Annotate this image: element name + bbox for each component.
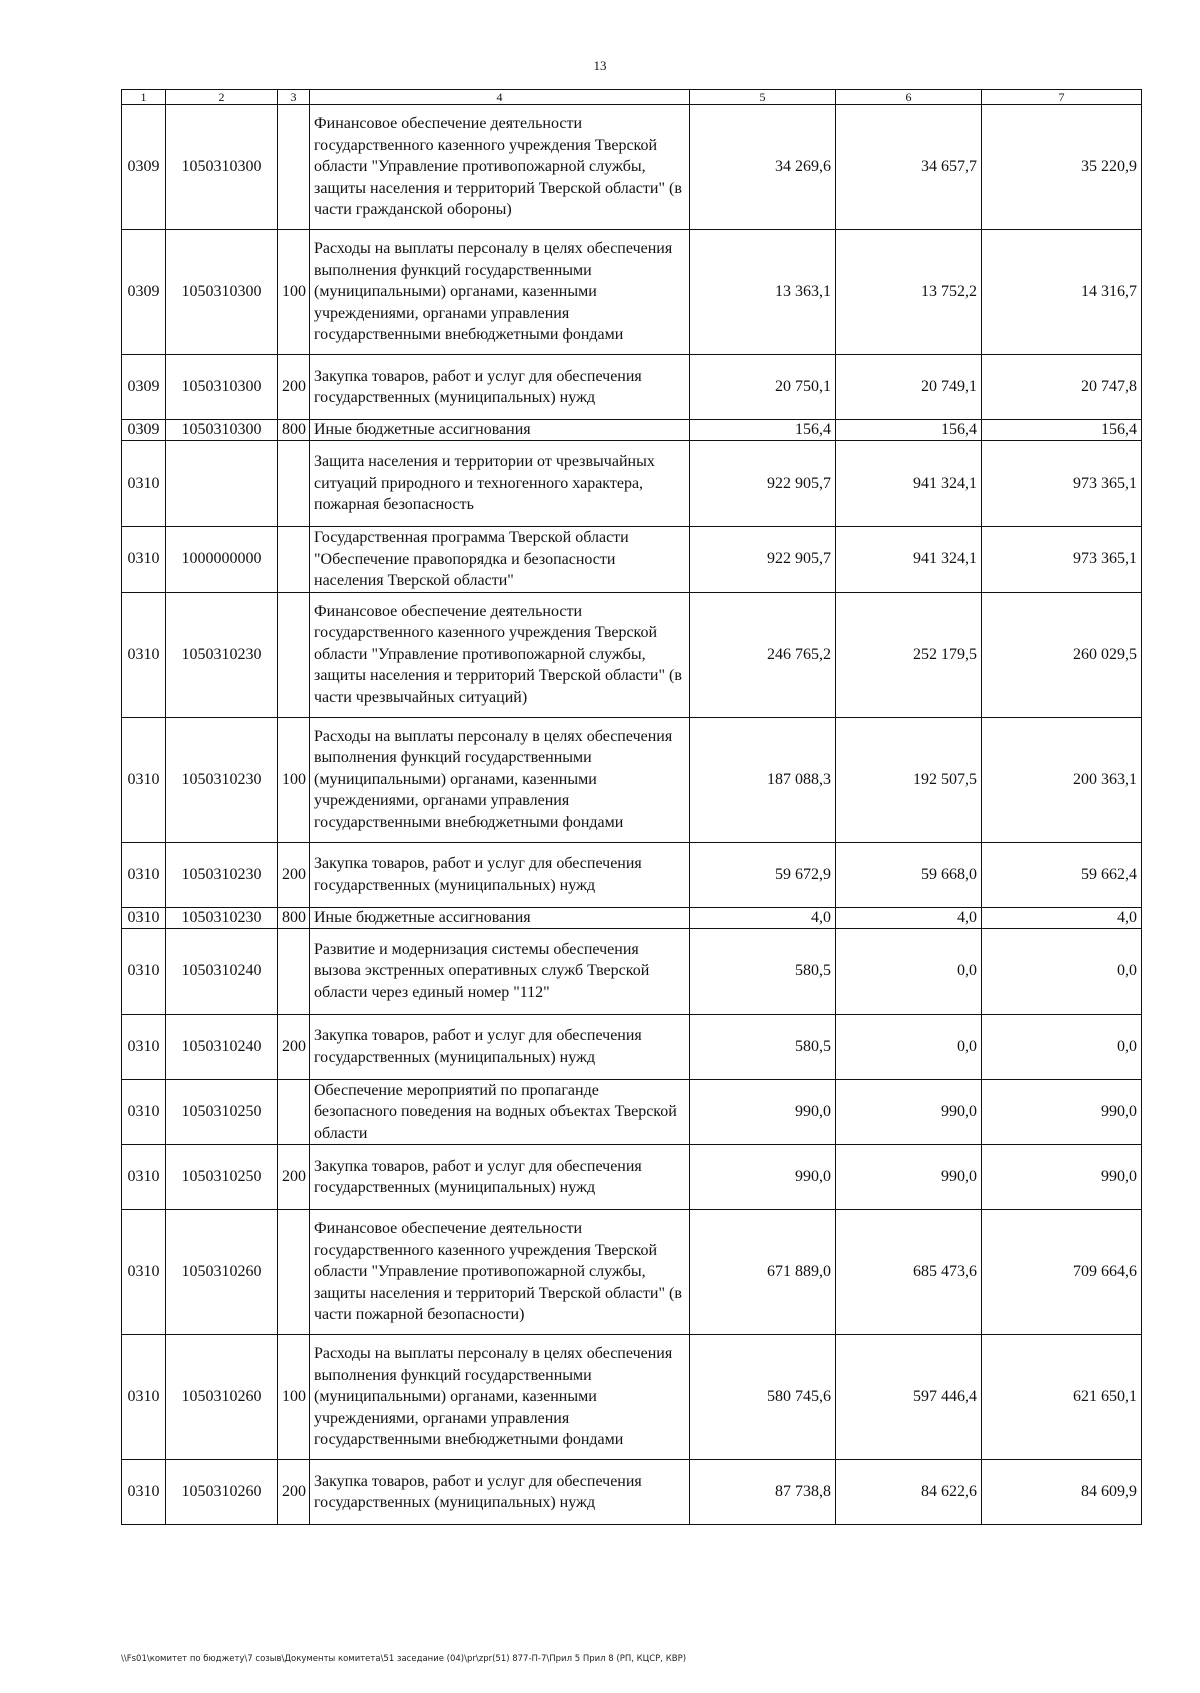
name-cell: Расходы на выплаты персоналу в целях обеспечения выполнения функций государственными (муниципальными) органами, казенными учреждениями, органами управления государственными внебюджетными фондами — [310, 717, 690, 842]
vr-cell: 100 — [278, 717, 310, 842]
csr-cell: 1050310250 — [166, 1079, 278, 1145]
header-row — [122, 90, 1142, 105]
razdel-cell: 0310 — [122, 441, 166, 527]
value-year2-cell: 4,0 — [836, 907, 982, 928]
value-year1-cell: 580,5 — [690, 1014, 836, 1079]
csr-cell: 1050310260 — [166, 1460, 278, 1525]
value-year1-cell: 922 905,7 — [690, 441, 836, 527]
value-year2-cell: 941 324,1 — [836, 441, 982, 527]
csr-cell: 1050310300 — [166, 355, 278, 420]
vr-cell: 200 — [278, 1014, 310, 1079]
value-year3-cell: 84 609,9 — [982, 1460, 1142, 1525]
table-row — [122, 907, 1142, 928]
razdel-cell: 0309 — [122, 230, 166, 355]
razdel-cell: 0309 — [122, 355, 166, 420]
value-year2-cell: 252 179,5 — [836, 592, 982, 717]
name-cell: Закупка товаров, работ и услуг для обеспечения государственных (муниципальных) нужд — [310, 1014, 690, 1079]
table-row — [122, 230, 1142, 355]
page-number: 13 — [593, 58, 607, 73]
razdel-cell: 0310 — [122, 527, 166, 593]
value-year2-cell: 990,0 — [836, 1079, 982, 1145]
value-year1-cell: 59 672,9 — [690, 842, 836, 907]
value-year3-cell: 20 747,8 — [982, 355, 1142, 420]
value-year2-cell: 941 324,1 — [836, 527, 982, 593]
table-row — [122, 527, 1142, 593]
vr-cell — [278, 105, 310, 230]
razdel-cell: 0310 — [122, 842, 166, 907]
csr-cell: 1050310230 — [166, 592, 278, 717]
value-year2-cell: 13 752,2 — [836, 230, 982, 355]
razdel-cell: 0310 — [122, 907, 166, 928]
value-year1-cell: 156,4 — [690, 420, 836, 441]
value-year2-cell: 84 622,6 — [836, 1460, 982, 1525]
csr-cell: 1050310300 — [166, 230, 278, 355]
name-cell: Защита населения и территории от чрезвычайных ситуаций природного и техногенного характера, пожарная безопасность — [310, 441, 690, 527]
table-row — [122, 717, 1142, 842]
csr-cell: 1050310260 — [166, 1210, 278, 1335]
header-cell: 5 — [690, 90, 836, 105]
value-year2-cell: 20 749,1 — [836, 355, 982, 420]
table-row — [122, 1079, 1142, 1145]
razdel-cell: 0310 — [122, 1145, 166, 1210]
value-year1-cell: 580,5 — [690, 928, 836, 1014]
vr-cell: 200 — [278, 1460, 310, 1525]
value-year1-cell: 20 750,1 — [690, 355, 836, 420]
file-path-footer: \\Fs01\комитет по бюджету\7 созыв\Документы комитета\51 заседание (04)\pr\zpr(51) 877-П-7\Прил 5 Прил 8 (РП, КЦСР, КВР) — [121, 1654, 687, 1664]
header-cell: 6 — [836, 90, 982, 105]
table-row — [122, 1460, 1142, 1525]
value-year1-cell: 34 269,6 — [690, 105, 836, 230]
razdel-cell: 0309 — [122, 420, 166, 441]
value-year3-cell: 59 662,4 — [982, 842, 1142, 907]
name-cell: Расходы на выплаты персоналу в целях обеспечения выполнения функций государственными (муниципальными) органами, казенными учреждениями, органами управления государственными внебюджетными фондами — [310, 230, 690, 355]
name-cell: Иные бюджетные ассигнования — [310, 420, 690, 441]
table-row — [122, 1145, 1142, 1210]
value-year2-cell: 192 507,5 — [836, 717, 982, 842]
table-row — [122, 441, 1142, 527]
value-year1-cell: 13 363,1 — [690, 230, 836, 355]
razdel-cell: 0310 — [122, 592, 166, 717]
razdel-cell: 0310 — [122, 928, 166, 1014]
value-year3-cell: 990,0 — [982, 1145, 1142, 1210]
value-year3-cell: 990,0 — [982, 1079, 1142, 1145]
razdel-cell: 0310 — [122, 717, 166, 842]
header-cell: 1 — [122, 90, 166, 105]
name-cell: Закупка товаров, работ и услуг для обеспечения государственных (муниципальных) нужд — [310, 842, 690, 907]
vr-cell: 200 — [278, 842, 310, 907]
value-year1-cell: 246 765,2 — [690, 592, 836, 717]
razdel-cell: 0310 — [122, 1014, 166, 1079]
header-cell: 4 — [310, 90, 690, 105]
value-year2-cell: 34 657,7 — [836, 105, 982, 230]
vr-cell: 200 — [278, 355, 310, 420]
razdel-cell: 0309 — [122, 105, 166, 230]
razdel-cell: 0310 — [122, 1460, 166, 1525]
table-row — [122, 592, 1142, 717]
value-year1-cell: 187 088,3 — [690, 717, 836, 842]
csr-cell: 1050310300 — [166, 420, 278, 441]
vr-cell — [278, 527, 310, 593]
vr-cell: 800 — [278, 907, 310, 928]
value-year3-cell: 973 365,1 — [982, 527, 1142, 593]
value-year2-cell: 0,0 — [836, 1014, 982, 1079]
value-year1-cell: 87 738,8 — [690, 1460, 836, 1525]
vr-cell — [278, 441, 310, 527]
vr-cell: 200 — [278, 1145, 310, 1210]
razdel-cell: 0310 — [122, 1335, 166, 1460]
value-year1-cell: 990,0 — [690, 1079, 836, 1145]
table-row — [122, 928, 1142, 1014]
value-year2-cell: 685 473,6 — [836, 1210, 982, 1335]
name-cell: Закупка товаров, работ и услуг для обеспечения государственных (муниципальных) нужд — [310, 1145, 690, 1210]
vr-cell: 100 — [278, 1335, 310, 1460]
value-year3-cell: 35 220,9 — [982, 105, 1142, 230]
header-cell: 3 — [278, 90, 310, 105]
value-year3-cell: 621 650,1 — [982, 1335, 1142, 1460]
value-year1-cell: 671 889,0 — [690, 1210, 836, 1335]
razdel-cell: 0310 — [122, 1210, 166, 1335]
name-cell: Государственная программа Тверской области "Обеспечение правопорядка и безопасности населения Тверской области" — [310, 527, 690, 593]
vr-cell: 800 — [278, 420, 310, 441]
header-cell: 7 — [982, 90, 1142, 105]
name-cell: Закупка товаров, работ и услуг для обеспечения государственных (муниципальных) нужд — [310, 355, 690, 420]
table-row — [122, 105, 1142, 230]
table-row — [122, 420, 1142, 441]
name-cell: Расходы на выплаты персоналу в целях обеспечения выполнения функций государственными (муниципальными) органами, казенными учреждениями, органами управления государственными внебюджетными фондами — [310, 1335, 690, 1460]
vr-cell: 100 — [278, 230, 310, 355]
vr-cell — [278, 928, 310, 1014]
table-row — [122, 355, 1142, 420]
value-year3-cell: 14 316,7 — [982, 230, 1142, 355]
table-row — [122, 1335, 1142, 1460]
vr-cell — [278, 1210, 310, 1335]
table-row — [122, 1210, 1142, 1335]
value-year1-cell: 4,0 — [690, 907, 836, 928]
name-cell: Финансовое обеспечение деятельности государственного казенного учреждения Тверской области "Управление противопожарной службы, защиты населения и территорий Тверской области" (в части гражданской обороны) — [310, 105, 690, 230]
csr-cell: 1050310300 — [166, 105, 278, 230]
vr-cell — [278, 592, 310, 717]
name-cell: Финансовое обеспечение деятельности государственного казенного учреждения Тверской области "Управление противопожарной службы, защиты населения и территорий Тверской области" (в части чрезвычайных ситуаций) — [310, 592, 690, 717]
value-year3-cell: 973 365,1 — [982, 441, 1142, 527]
table-row — [122, 1014, 1142, 1079]
csr-cell: 1050310230 — [166, 907, 278, 928]
value-year3-cell: 260 029,5 — [982, 592, 1142, 717]
value-year3-cell: 709 664,6 — [982, 1210, 1142, 1335]
name-cell: Финансовое обеспечение деятельности государственного казенного учреждения Тверской области "Управление противопожарной службы, защиты населения и территорий Тверской области" (в части пожарной безопасности) — [310, 1210, 690, 1335]
name-cell: Обеспечение мероприятий по пропаганде безопасного поведения на водных объектах Тверской области — [310, 1079, 690, 1145]
value-year1-cell: 922 905,7 — [690, 527, 836, 593]
razdel-cell: 0310 — [122, 1079, 166, 1145]
vr-cell — [278, 1079, 310, 1145]
csr-cell — [166, 441, 278, 527]
value-year2-cell: 597 446,4 — [836, 1335, 982, 1460]
csr-cell: 1050310230 — [166, 717, 278, 842]
header-cell: 2 — [166, 90, 278, 105]
value-year2-cell: 59 668,0 — [836, 842, 982, 907]
value-year3-cell: 200 363,1 — [982, 717, 1142, 842]
csr-cell: 1050310240 — [166, 928, 278, 1014]
name-cell: Развитие и модернизация системы обеспечения вызова экстренных оперативных служб Тверской области через единый номер "112" — [310, 928, 690, 1014]
value-year2-cell: 990,0 — [836, 1145, 982, 1210]
csr-cell: 1050310260 — [166, 1335, 278, 1460]
name-cell: Иные бюджетные ассигнования — [310, 907, 690, 928]
csr-cell: 1050310250 — [166, 1145, 278, 1210]
value-year3-cell: 0,0 — [982, 928, 1142, 1014]
table-row — [122, 842, 1142, 907]
value-year3-cell: 156,4 — [982, 420, 1142, 441]
value-year3-cell: 0,0 — [982, 1014, 1142, 1079]
csr-cell: 1050310230 — [166, 842, 278, 907]
name-cell: Закупка товаров, работ и услуг для обеспечения государственных (муниципальных) нужд — [310, 1460, 690, 1525]
value-year2-cell: 156,4 — [836, 420, 982, 441]
csr-cell: 1000000000 — [166, 527, 278, 593]
value-year1-cell: 990,0 — [690, 1145, 836, 1210]
value-year3-cell: 4,0 — [982, 907, 1142, 928]
value-year2-cell: 0,0 — [836, 928, 982, 1014]
budget-table — [121, 89, 1142, 1525]
csr-cell: 1050310240 — [166, 1014, 278, 1079]
value-year1-cell: 580 745,6 — [690, 1335, 836, 1460]
